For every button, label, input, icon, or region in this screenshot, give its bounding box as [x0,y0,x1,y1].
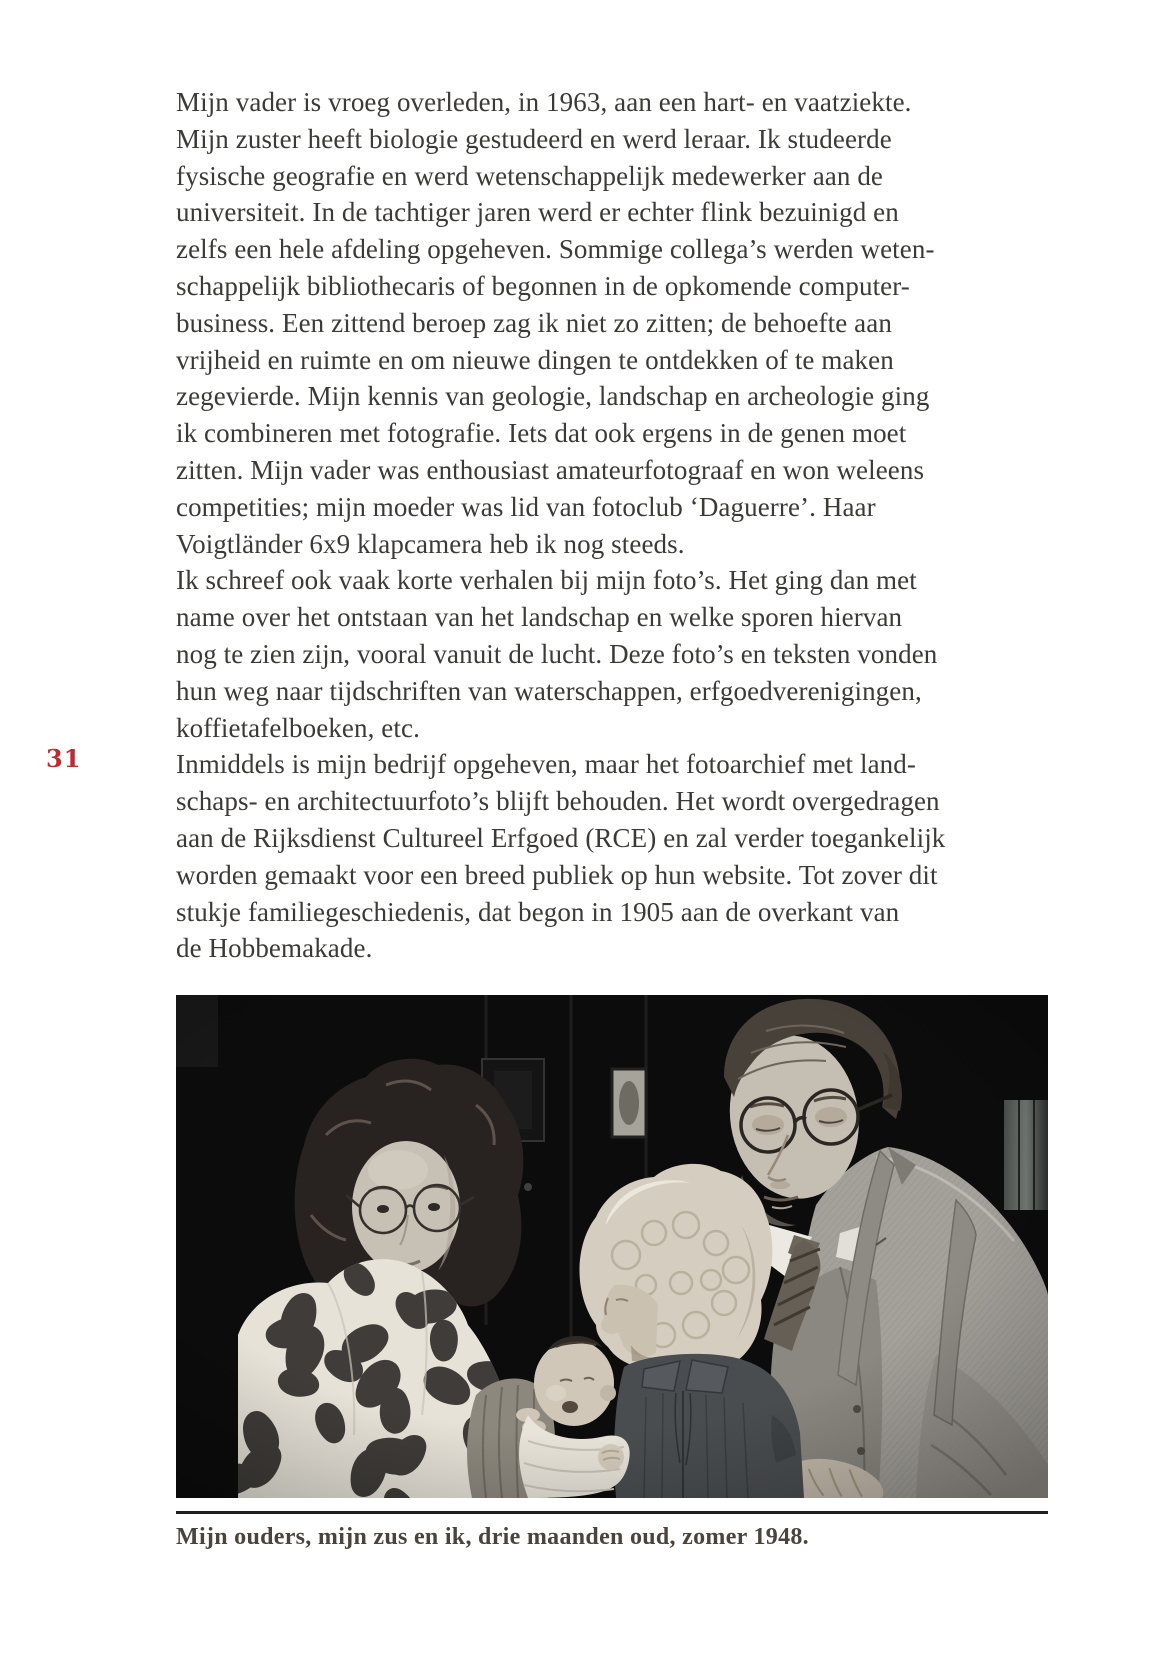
text-line: fysische geografie en werd wetenschappelijk medewerker aan de [176,160,884,191]
text-line: schaps- en architectuurfoto’s blijft behouden. Het wordt overgedragen [176,786,940,817]
article-text [176,84,1058,967]
figure [176,995,1048,1551]
text-line: competities; mijn moeder was lid van fotoclub ‘Daguerre’. Haar [176,491,876,522]
caption-divider [176,1511,1048,1514]
text-line: Ik schreef ook vaak korte verhalen bij mijn foto’s. Het ging dan met [176,565,917,596]
text-line: worden gemaakt voor een breed publiek op hun website. Tot zover dit [176,859,938,890]
text-line: ik combineren met fotografie. Iets dat ook ergens in de genen moet [176,418,907,449]
text-line: vrijheid en ruimte en om nieuwe dingen te ontdekken of te maken [176,344,894,375]
text-line: Inmiddels is mijn bedrijf opgeheven, maar het fotoarchief met land- [176,749,916,780]
text-line: koffietafelboeken, etc. [176,712,420,743]
text-line: zegevierde. Mijn kennis van geologie, landschap en archeologie ging [176,381,930,412]
text-line: business. Een zittend beroep zag ik niet zo zitten; de behoefte aan [176,307,892,338]
text-line: schappelijk bibliothecaris of begonnen in de opkomende computer- [176,270,910,301]
family-photo-illustration [176,995,1048,1498]
text-line: Mijn zuster heeft biologie gestudeerd en werd leraar. Ik studeerde [176,123,892,154]
page-number: 31 [46,744,82,773]
text-line: zelfs een hele afdeling opgeheven. Sommige collega’s werden weten- [176,234,935,265]
text-line: name over het ontstaan van het landschap en welke sporen hiervan [176,602,903,633]
text-line: zitten. Mijn vader was enthousiast amateurfotograaf en won weleens [176,454,925,485]
text-line: hun weg naar tijdschriften van waterschappen, erfgoedverenigingen, [176,675,922,706]
text-line: universiteit. In de tachtiger jaren werd er echter flink bezuinigd en [176,197,899,228]
family-photo [176,995,1048,1498]
text-line: de Hobbemakade. [176,933,373,964]
text-line: nog te zien zijn, vooral vanuit de lucht. Deze foto’s en teksten vonden [176,638,938,669]
photo-caption: Mijn ouders, mijn zus en ik, drie maanden oud, zomer 1948. [176,1524,809,1550]
text-line: stukje familiegeschiedenis, dat begon in 1905 aan de overkant van [176,896,900,927]
text-line: Mijn vader is vroeg overleden, in 1963, aan een hart- en vaatziekte. [176,87,912,117]
text-line: aan de Rijksdienst Cultureel Erfgoed (RCE) en zal verder toegankelijk [176,822,946,853]
text-line: Voigtländer 6x9 klapcamera heb ik nog steeds. [176,528,685,559]
